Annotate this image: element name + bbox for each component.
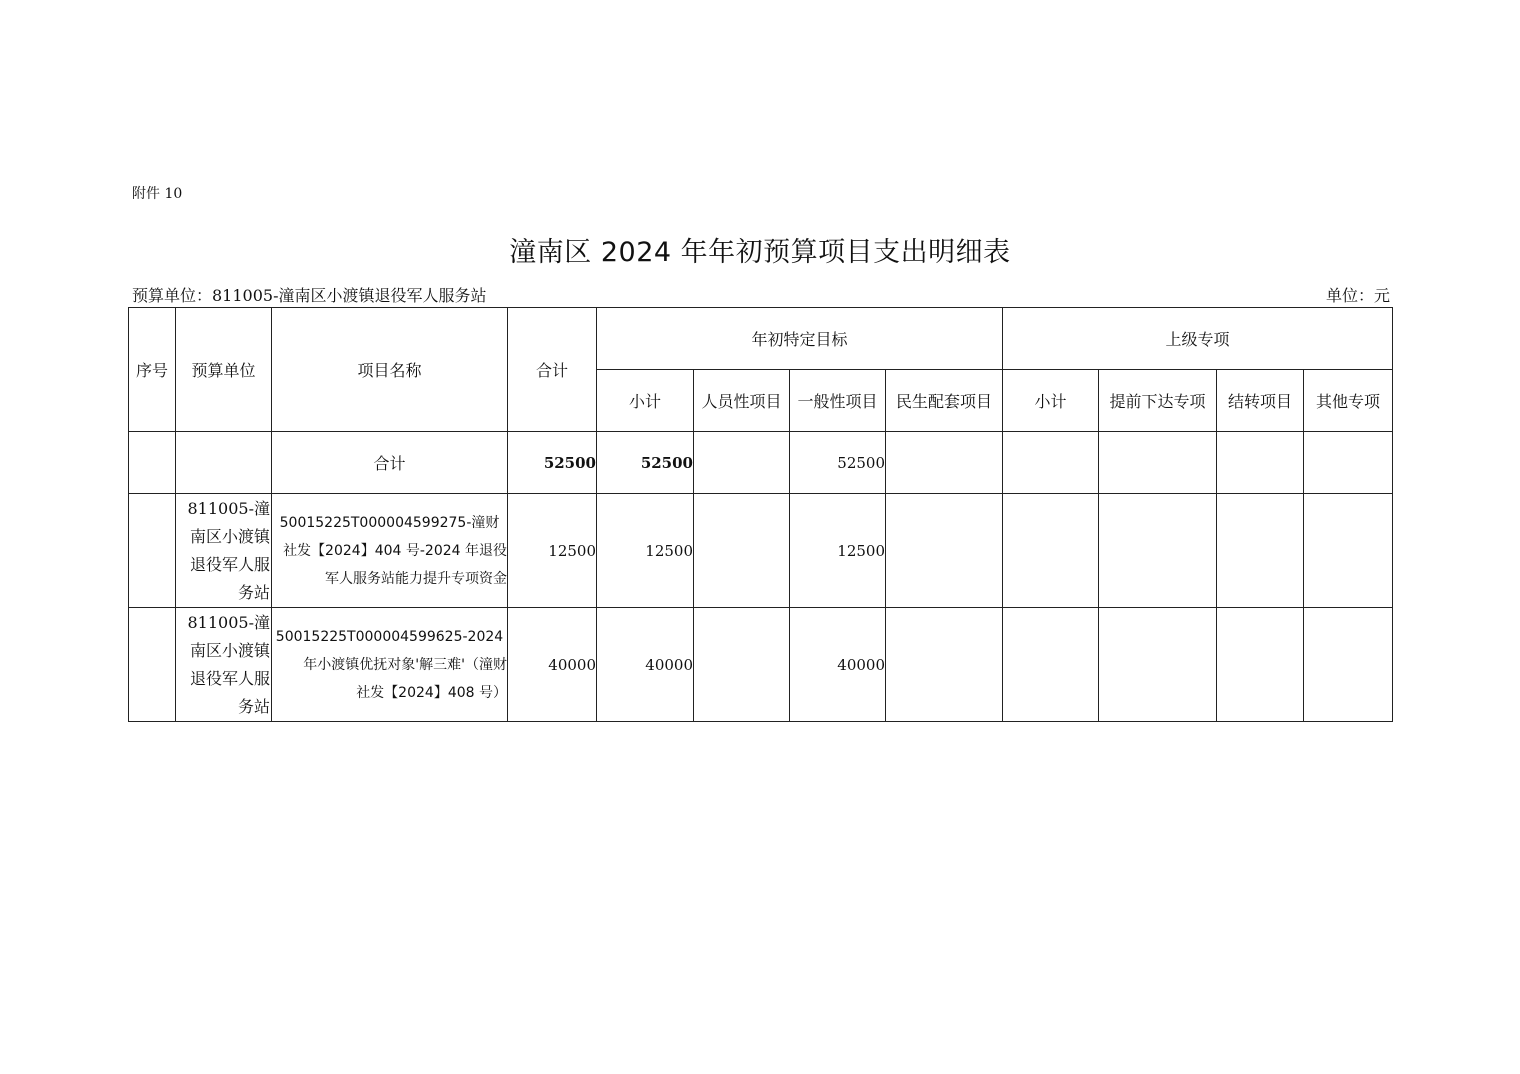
row-total: 40000 (508, 608, 597, 722)
row-general: 12500 (790, 494, 886, 608)
row-up-carryover (1217, 494, 1304, 608)
row-project-line: 年小渡镇优抚对象'解三难'（潼财 (303, 656, 507, 673)
table-row (129, 494, 1393, 608)
page-title: 潼南区 2024 年年初预算项目支出明细表 (509, 237, 1011, 268)
header-project: 项目名称 (272, 308, 508, 432)
total-up-other (1304, 432, 1393, 494)
header-up-other: 其他专项 (1304, 370, 1393, 432)
row-unit-line: 南区小渡镇 (189, 526, 270, 546)
row-subtotal: 40000 (597, 608, 694, 722)
row-unit-line: 811005-潼 (187, 498, 270, 518)
header-group-upper: 上级专项 (1003, 308, 1393, 370)
total-subtotal: 52500 (597, 432, 694, 494)
row-project-line: 社发【2024】408 号） (356, 684, 507, 701)
header-up-advance: 提前下达专项 (1099, 370, 1217, 432)
total-total: 52500 (508, 432, 597, 494)
total-up-advance (1099, 432, 1217, 494)
header-unit: 预算单位 (176, 308, 272, 432)
row-up-advance (1099, 494, 1217, 608)
header-sub-general: 一般性项目 (790, 370, 886, 432)
header-sub-personnel: 人员性项目 (694, 370, 790, 432)
row-general: 40000 (790, 608, 886, 722)
total-row (129, 432, 1393, 494)
row-project-line: 社发【2024】404 号-2024 年退役 (283, 542, 507, 559)
header-up-subtotal: 小计 (1003, 370, 1099, 432)
row-unit-line: 南区小渡镇 (189, 640, 270, 660)
header-sub-livelihood: 民生配套项目 (886, 370, 1003, 432)
header-seq: 序号 (129, 308, 176, 432)
row-up-carryover (1217, 608, 1304, 722)
header-group-specific: 年初特定目标 (597, 308, 1003, 370)
total-up-subtotal (1003, 432, 1099, 494)
total-unit-cell (176, 432, 272, 494)
row-livelihood (886, 494, 1003, 608)
row-livelihood (886, 608, 1003, 722)
row-project (272, 608, 508, 722)
row-unit (176, 608, 272, 722)
row-up-advance (1099, 608, 1217, 722)
header-total: 合计 (508, 308, 597, 432)
row-unit-line: 务站 (237, 696, 270, 716)
row-unit-line: 退役军人服 (189, 554, 270, 574)
row-project-line: 军人服务站能力提升专项资金 (325, 570, 507, 587)
total-up-carryover (1217, 432, 1304, 494)
total-seq-cell (129, 432, 176, 494)
attachment-label: 附件 10 (132, 186, 183, 202)
row-personnel (694, 608, 790, 722)
budget-unit-label: 预算单位：811005-潼南区小渡镇退役军人服务站 (132, 286, 487, 305)
row-up-subtotal (1003, 494, 1099, 608)
row-seq (129, 494, 176, 608)
row-total: 12500 (508, 494, 597, 608)
row-unit-line: 811005-潼 (187, 612, 270, 632)
row-up-other (1304, 494, 1393, 608)
budget-table (128, 307, 1393, 722)
row-seq (129, 608, 176, 722)
row-unit-line: 退役军人服 (189, 668, 270, 688)
row-project-line: 50015225T000004599625-2024 (275, 628, 504, 645)
row-project-line: 50015225T000004599275-潼财 (279, 514, 500, 531)
table-row (129, 608, 1393, 722)
row-up-subtotal (1003, 608, 1099, 722)
header-sub-subtotal: 小计 (597, 370, 694, 432)
row-personnel (694, 494, 790, 608)
total-livelihood (886, 432, 1003, 494)
row-unit-line: 务站 (237, 582, 270, 602)
total-label: 合计 (272, 432, 508, 494)
row-up-other (1304, 608, 1393, 722)
currency-label: 单位：元 (1325, 286, 1390, 305)
header-row-1 (129, 308, 1393, 370)
header-up-carryover: 结转项目 (1217, 370, 1304, 432)
row-unit (176, 494, 272, 608)
total-personnel (694, 432, 790, 494)
total-general: 52500 (790, 432, 886, 494)
row-project (272, 494, 508, 608)
row-subtotal: 12500 (597, 494, 694, 608)
